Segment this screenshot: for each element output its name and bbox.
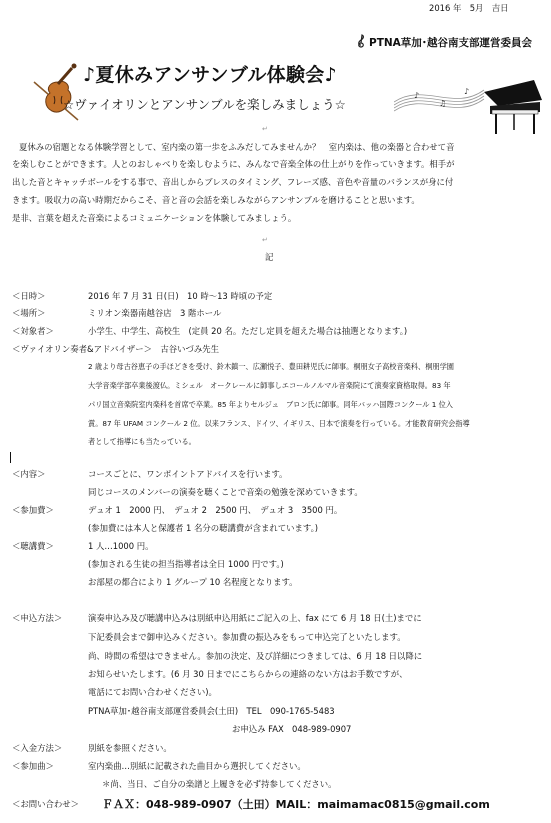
content-line: コースごとに、ワンポイントアドバイスを行います。 [88,469,288,479]
payment-label: ＜入金方法＞ [12,743,63,753]
adviser-label: ＜ヴァイオリン奏者&アドバイザー＞ 古谷いづみ先生 [12,344,220,354]
text-cursor [10,452,11,463]
piece-label: ＜参加曲＞ [12,761,54,771]
adviser-bio-line: 者として指導にも当たっている。 [88,437,196,446]
adviser-bio-line: 大学音楽学部卒業後渡仏。ミシェル オークレールに師事しエコールノルマル音楽院にて演奏家資格取得。83 年 [88,381,451,390]
application-fax: お申込み FAX 048-989-0907 [232,724,352,734]
piano-icon [394,72,544,138]
content-line: 同じコースのメンバーの演奏を聴くことで音楽の勉強を深めていきます。 [88,487,363,497]
svg-text:♫: ♫ [439,99,447,108]
treble-clef-icon [355,34,369,48]
fee-line: (参加費には本人と保護者 1 名分の聴講費が含まれています。) [88,523,319,533]
apply-line: 演奏申込み及び聴講申込みは別紙申込用紙にご記入の上、fax にて 6 月 18 日(土)までに [88,613,422,623]
date-value: 2016 年 7 月 31 日(日) 10 時～13 時頃の予定 [88,291,273,301]
place-label: ＜場所＞ [12,308,46,318]
target-value: 小学生、中学生、高校生 (定員 20 名。ただし定員を超えた場合は抽選となります。) [88,326,408,336]
target-label: ＜対象者＞ [12,326,54,336]
audit-label: ＜聴講費＞ [12,541,54,551]
event-subtitle: ☆ヴァイオリンとアンサンブルを楽しみましょう☆ [63,97,346,112]
intro-line: 夏休みの宿題となる体験学習として、室内楽の第一歩をふみだしてみませんか？ 室内楽は、他の楽器と合わせて音 [19,142,455,152]
audit-line: 1 人…1000 円。 [88,541,154,551]
adviser-bio-line: パリ国立音楽院室内楽科を首席で卒業。85 年よりセルジュ ブロン氏に師事。同年バッハ国際コンクール 1 位入 [88,400,453,409]
payment-value: 別紙を参照ください。 [88,743,172,753]
intro-line: 是非、言葉を超えた音楽によるコミュニケーションを体験してみましょう。 [12,213,297,223]
date-label: ＜日時＞ [12,291,46,301]
adviser-bio-line: 2 歳より母古谷恵子の手ほどきを受け、鈴木鎮一、広瀬悦子、豊田耕児氏に師事。桐朋女子高校音楽科、桐朋学園 [88,362,454,371]
svg-text:♪: ♪ [414,91,420,100]
intro-line: きます。吸収力の高い時期だからこそ、音と音の会話を楽しみながらアンサンブルを磨けることと思います。 [12,195,420,205]
svg-text:♪: ♪ [464,87,470,96]
apply-line: 下記委員会まで御申込みください。参加費の振込みをもって申込完了といたします。 [88,632,406,642]
committee-line: PTNA草加･越谷南支部運営委員会 [369,37,533,49]
piece-line: ＊尚、当日、ご自分の楽譜と上履きを必ず持参してください。 [102,779,337,789]
fee-label: ＜参加費＞ [12,505,54,515]
inquiry-label: ＜お問い合わせ＞ [12,799,79,809]
ki-heading: 記 [265,252,274,262]
fee-line: デュオ 1 2000 円、 デュオ 2 2500 円、 デュオ 3 3500 円。 [88,505,343,515]
apply-label: ＜申込方法＞ [12,613,63,623]
violin-icon [28,62,86,122]
intro-line: を楽しむことができます。人とのおしゃべりを楽しむように、みんなで音楽全体の仕上がりを作っていきます。相手が [12,159,455,169]
organizer-contact: PTNA草加･越谷南支部運営委員会(土田) TEL 090-1765-5483 [88,706,335,716]
apply-line: お知らせいたします。(6 月 30 日までにこちらからの連絡のない方はお手数ですが、 [88,669,408,679]
apply-line: 尚、時間の希望はできません。参加の決定、及び詳細につきましては、6 月 18 日以降に [88,651,423,661]
event-title: ♪夏休みアンサンブル体験会♪ [83,64,337,86]
inquiry-contact: ＦＡＸ：048-989-0907（土田）MAIL：maimamac0815@gmail.com [102,798,490,811]
piece-line: 室内楽曲…別紙に記載された曲目から選択してください。 [88,761,306,771]
audit-line: (参加される生徒の担当指導者は全日 1000 円です。) [88,559,284,569]
place-value: ミリオン楽器南越谷店 3 階ホール [88,308,222,318]
date-line: 2016 年 5月 吉日 [429,3,509,13]
audit-line: お部屋の都合により 1 グループ 10 名程度となります。 [88,577,298,587]
intro-line: 出した音とキャッチボールをする事で、音出しからブレスのタイミング、フレーズ感、音色や音量のバランスが身に付 [12,177,454,187]
adviser-bio-line: 賞。87 年 UFAM コンクール 2 位。以来フランス、ドイツ、イギリス、日本で演奏を行っている。才能教育研究会指導 [88,419,470,428]
content-label: ＜内容＞ [12,469,46,479]
apply-line: 電話にてお問い合わせください)。 [88,687,217,697]
